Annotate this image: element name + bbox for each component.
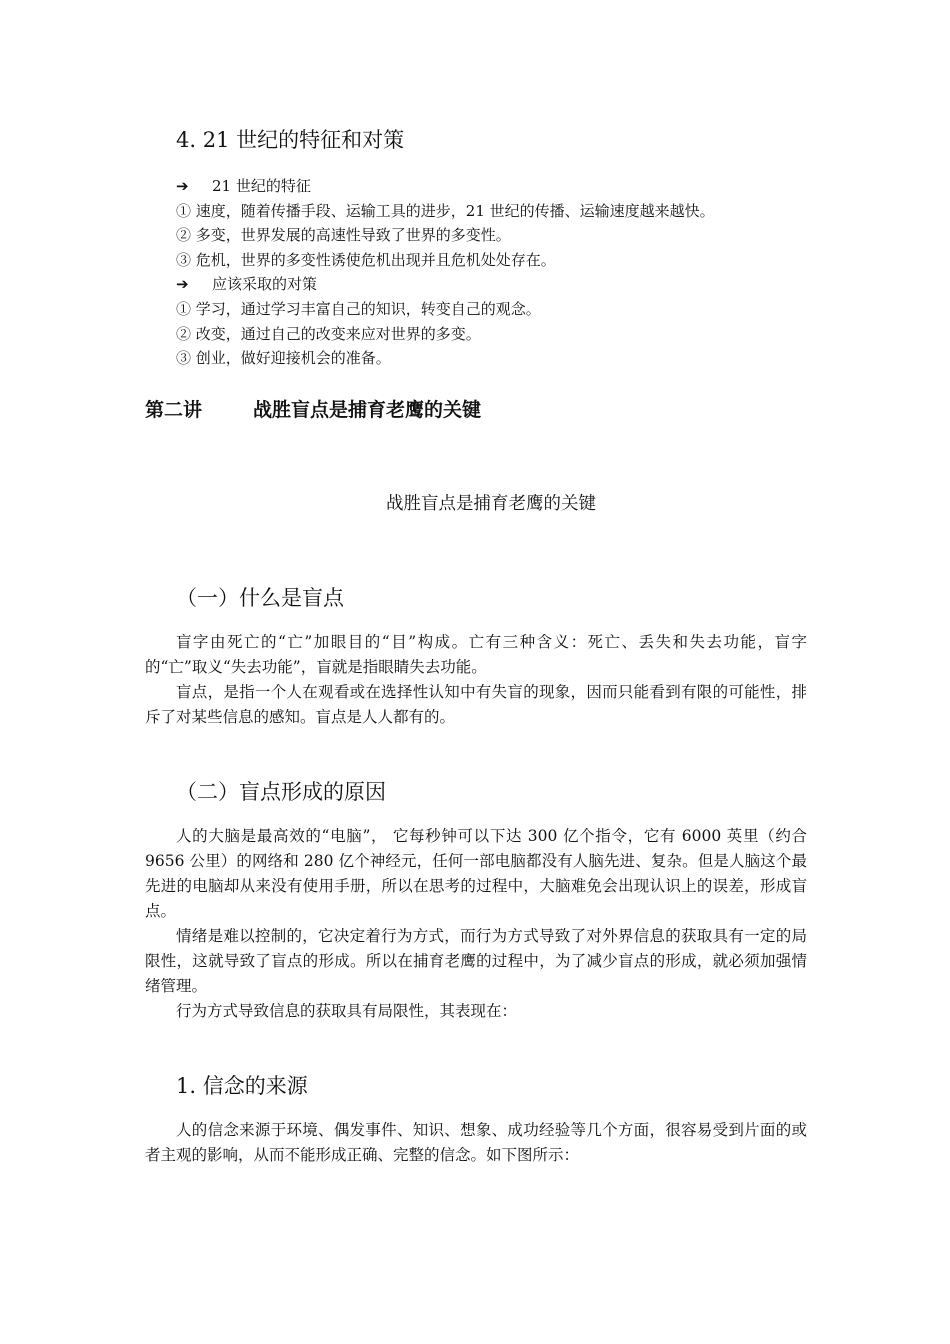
arrow-right-icon: ➔ [176, 177, 189, 195]
paragraph: 盲点，是指一个人在观看或在选择性认知中有失盲的现象，因而只能看到有限的可能性，排斥了对某些信息的感知。盲点是人人都有的。 [145, 683, 807, 726]
features-title: 21 世纪的特征 [212, 177, 311, 195]
list-item: ① 学习，通过学习丰富自己的知识，转变自己的观念。 [176, 299, 541, 318]
lecture-title: 战胜盲点是捕育老鹰的关键 [253, 399, 482, 421]
feature-list [176, 174, 715, 371]
list-item: ③ 危机，世界的多变性诱使危机出现并且危机处处存在。 [176, 250, 556, 269]
paragraph: 情绪是难以控制的，它决定着行为方式，而行为方式导致了对外界信息的获取具有一定的局限性，这就导致了盲点的形成。所以在捕育老鹰的过程中，为了减少盲点的形成，就必须加强情绪管理。 [145, 927, 807, 995]
part-heading: （一）什么是盲点 [176, 586, 344, 610]
paragraph: 人的大脑是最高效的“电脑”， 它每秒钟可以下达 300 亿个指令，它有 6000 英里（约合 9656 公里）的网络和 280 亿个神经元，任何一部电脑都没有人脑先进、复杂。但是人脑这个最先进的电脑却从来没有使用手册，所以在思考的过程中，大脑难免会出现认识上的误差，形成盲点。 [145, 827, 807, 920]
list-item: ② 改变，通过自己的改变来应对世界的多变。 [176, 324, 481, 343]
lecture-number: 第二讲 [145, 399, 203, 421]
arrow-right-icon: ➔ [176, 275, 189, 294]
part-heading: （二）盲点形成的原因 [176, 780, 386, 804]
paragraph: 行为方式导致信息的获取具有局限性，其表现在： [176, 1002, 518, 1020]
subsection-heading: 1. 信念的来源 [176, 1074, 308, 1098]
paragraph: 人的信念来源于环境、偶发事件、知识、想象、成功经验等几个方面，很容易受到片面的或者主观的影响，从而不能形成正确、完整的信念。如下图所示： [145, 1121, 807, 1164]
measures-title-row [176, 272, 715, 297]
list-item: ② 多变，世界发展的高速性导致了世界的多变性。 [176, 226, 511, 245]
list-item: ① 速度，随着传播手段、运输工具的进步，21 世纪的传播、运输速度越来越快。 [176, 201, 715, 220]
lecture-heading [145, 395, 481, 422]
center-title: 战胜盲点是捕育老鹰的关键 [386, 494, 596, 514]
list-item: ③ 创业，做好迎接机会的准备。 [176, 349, 391, 368]
features-title-row [176, 174, 715, 199]
paragraph: 盲字由死亡的“亡”加眼目的“目”构成。亡有三种含义：死亡、丢失和失去功能，盲字的“亡”取义“失去功能”，盲就是指眼睛失去功能。 [145, 633, 807, 676]
section-heading: 4. 21 世纪的特征和对策 [176, 128, 405, 152]
measures-title: 应该采取的对策 [212, 275, 318, 294]
